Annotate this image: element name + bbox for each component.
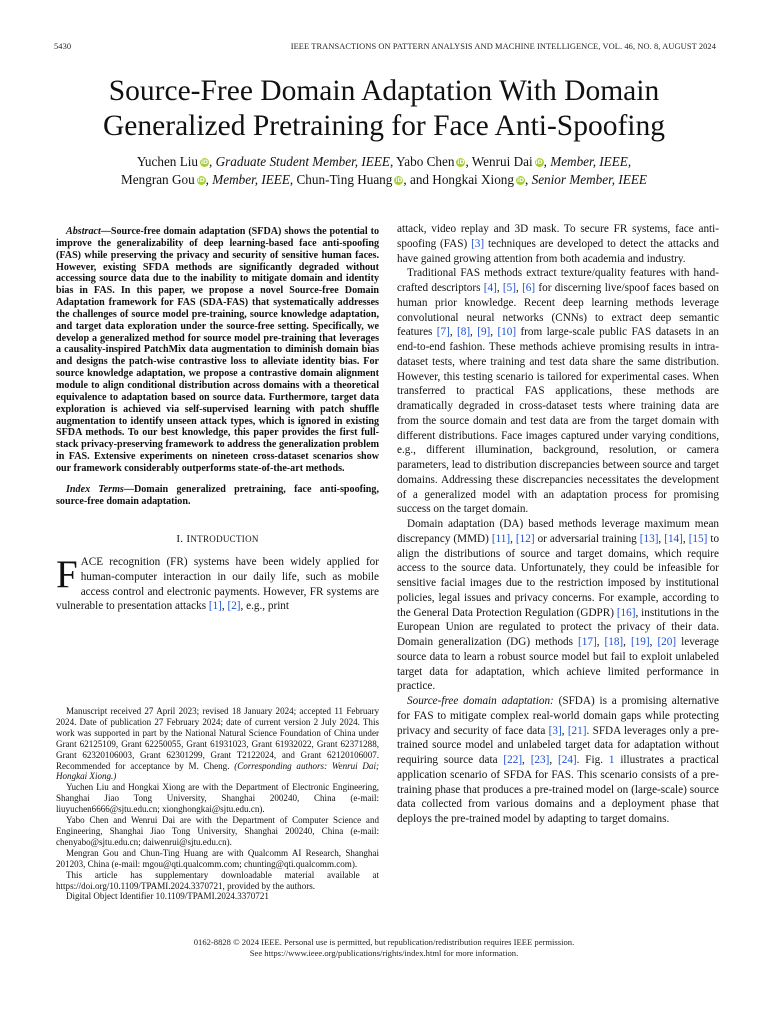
right-column xyxy=(397,222,719,827)
citation-link[interactable]: [3] xyxy=(471,237,485,250)
author-role: Member, IEEE xyxy=(550,154,628,169)
citation-link[interactable]: [1] xyxy=(208,600,222,613)
section-heading: I. INTRODUCTION xyxy=(176,533,259,546)
orcid-icon[interactable]: iD xyxy=(535,159,543,166)
citation-link[interactable]: [7] xyxy=(436,326,450,339)
drop-cap: F xyxy=(56,553,78,597)
figure-link[interactable]: 1 xyxy=(608,754,615,766)
journal-name: IEEE TRANSACTIONS ON PATTERN ANALYSIS AND MACHINE INTELLIGENCE, VOL. 46, NO. 8, AUGUST 2024 xyxy=(290,42,716,51)
citation-link[interactable]: [16] xyxy=(616,606,636,619)
paper-title xyxy=(40,74,728,144)
footnote-supplementary: This article has supplementary downloadable material available at https://doi.org/10.1109/TPAMI.2024.3370721, provided by the authors. xyxy=(56,869,379,891)
citation-link[interactable]: [17] xyxy=(578,636,597,648)
abstract-text: —Source-free domain adaptation (SFDA) shows the potential to improve the generalizability of deep learning-based face anti-spoofing (FAS) while preserving the privacy and security of sensitive human faces. However, existing SFDA methods are significantly degraded without accessing source data due to the inability to mitigate domain and identity bias in FAS. In this paper, we propose a novel Source-free Domain Adaptation framework for FAS (SDA-FAS) that systematically addresses the challenges of source model pre-training, source knowledge adaptation, and target data exploration under the source-free setting. Specifically, we develop a generalized method for source model pre-training that leverages a causality-inspired PatchMix data augmentation to diminish domain bias and designs the patch-wise contrastive loss to alleviate identity bias. For source knowledge adaptation, we propose a contrastive domain alignment module to align conditional distribution across domains with a theoretical equivalence to adaptation based on source data. Furthermore, target data exploration is achieved via self-supervised learning with patch shuffle augmentation to identify unseen attack types, which is ignored in existing SFDA methods. To our best knowledge, this paper provides the first full-stack privacy-preserving framework to address the generalization problem in FAS. Extensive experiments on nineteen cross-dataset scenarios show our framework considerably outperforms state-of-the-art methods. xyxy=(56,226,379,474)
page-number: 5430 xyxy=(54,42,72,51)
paragraph-label: Source-free domain adaptation: xyxy=(407,695,554,707)
index-terms xyxy=(56,484,379,508)
citation-link[interactable]: [5] xyxy=(502,282,516,294)
citation-link[interactable]: [15] xyxy=(688,532,708,545)
body-paragraph: Source-free domain adaptation: (SFDA) is a promising alternative for FAS to mitigate complex real-world domain gaps while protecting privacy and security of face data [3], [21]. SFDA leverages only a pre-trained source model and unlabeled target data for adaptation without requiring source data [22], [23], [24]. Fig. 1 illustrates a practical application scenario of SFDA for FAS. This scenario consists of a pre-training phase that produces a pre-trained model on (large-scale) source data collected from various domains and a deployment phase that deploys the pre-trained model by adapting to target domains. xyxy=(397,695,720,825)
citation-link[interactable]: [10] xyxy=(497,326,517,339)
citation-link[interactable]: [21] xyxy=(567,724,587,737)
citation-link[interactable]: [8] xyxy=(457,326,471,339)
citation-link[interactable]: [18] xyxy=(604,636,624,648)
citation-link[interactable]: [20] xyxy=(657,636,677,648)
author-role: Senior Member, IEEE xyxy=(531,171,647,187)
citation-link[interactable]: [13] xyxy=(639,532,659,545)
citation-link[interactable]: [4] xyxy=(483,282,497,294)
body-paragraph: attack, video replay and 3D mask. To secure FR systems, face anti-spoofing (FAS) [3] techniques are developed to detect the attacks and have gained growing attention from both academia and industry. xyxy=(397,223,719,265)
orcid-icon[interactable]: iD xyxy=(516,176,525,184)
author-name: and Hongkai Xiong xyxy=(409,171,514,187)
citation-link[interactable]: [22] xyxy=(503,754,523,766)
footnote-manuscript: Manuscript received 27 April 2023; revised 18 January 2024; accepted 11 February 2024. Date of publication 27 February 2024; date of current version 2 July 2024. This work was supported in part by the National Natural Science Foundation of China under Grant 62125109, Grant 62250055, Grant 61931023, Grant 61932022, Grant 62371288, Grant 62320106003, Grant 62301299, Grant T2122024, and Grant 62120106007. Recommended for acceptance by M. Cheng. (Corresponding authors: Wenrui Dai; Hongkai Xiong.) xyxy=(56,706,379,782)
footnotes xyxy=(56,706,379,902)
orcid-icon[interactable]: iD xyxy=(457,159,465,166)
citation-link[interactable]: [3] xyxy=(548,724,562,737)
citation-link[interactable]: [24] xyxy=(558,754,577,766)
author-name: Chun-Ting Huang xyxy=(296,171,393,187)
body-paragraph: Traditional FAS methods extract texture/quality features with hand-crafted descriptors [4], [5], [6] for discerning live/spoof faces based on human prior knowledge. Recent deep learning methods leverage convolutional neural networks (CNNs) to extract deep semantic features [7], [8], [9], [10] from large-scale public FAS datasets in an end-to-end fashion. These methods achieve promising results in intra-dataset tests, where training and test data share the same distribution. However, this testing scenario is tailored for experimental cases. When transferred to practical FAS applications, these methods are dramatically degraded in cross-dataset tests where training data are from the source domain and test data are from the target domain with different distributions. Face images captured under varying conditions, e.g., different illumination, background, resolution, or camera parameters, lead to distribution discrepancies between source and target domains. Addressing these discrepancies necessitates the development of a generalized model with an adaptation process for promising success on the target domain. xyxy=(397,267,720,516)
copyright-line: 0162-8828 © 2024 IEEE. Personal use is permitted, but republication/redistribution requires IEEE permission. xyxy=(193,937,575,947)
index-terms-label: Index Terms xyxy=(66,483,124,495)
title-line-2: Generalized Pretraining for Face Anti-Spoofing xyxy=(103,110,665,142)
author-line-1: Yuchen Liu iD, Graduate Student Member, IEEE, Yabo Chen iD, Wenrui Dai iD, Member, IEEE, xyxy=(136,154,632,169)
left-column xyxy=(56,226,379,614)
rights-link-line: See https://www.ieee.org/publications/rights/index.html for more information. xyxy=(249,948,519,959)
footnote-affiliation: Yuchen Liu and Hongkai Xiong are with the Department of Electronic Engineering, Shanghai Jiao Tong University, Shanghai 200240, China (e-mail: liuyuchen6666@sjtu.edu.cn; xionghongkai@sjtu.edu.cn). xyxy=(56,782,379,815)
abstract-label: Abstract xyxy=(66,226,101,237)
abstract xyxy=(56,226,379,475)
citation-link[interactable]: [11] xyxy=(491,532,511,545)
author-list xyxy=(40,153,728,188)
index-terms-text: —Domain generalized pretraining, face anti-spoofing, source-free domain adaptation. xyxy=(56,483,379,507)
author-name: Yuchen Liu xyxy=(136,154,199,169)
author-role: Member, IEEE xyxy=(212,171,290,187)
citation-link[interactable]: [23] xyxy=(530,754,550,766)
citation-link[interactable]: [2] xyxy=(227,600,241,613)
orcid-icon[interactable]: iD xyxy=(197,176,205,184)
author-role: Graduate Student Member, IEEE xyxy=(215,154,390,169)
citation-link[interactable]: [19] xyxy=(630,636,650,648)
author-name: Yabo Chen xyxy=(396,154,455,169)
author-name: Wenrui Dai xyxy=(471,154,533,169)
citation-link[interactable]: [9] xyxy=(477,326,491,339)
citation-link[interactable]: [6] xyxy=(522,282,536,294)
author-line-2: Mengran Gou iD, Member, IEEE, Chun-Ting Huang iD, and Hongkai Xiong iD, Senior Member, IEEE xyxy=(121,171,647,187)
title-line-1: Source-Free Domain Adaptation With Domain xyxy=(108,75,660,107)
intro-paragraph: FACE recognition (FR) systems have been widely applied for human-computer interaction in our daily life, such as mobile access control and electronic payments. However, FR systems are vulnerable to presentation attacks [1], [2], e.g., print xyxy=(56,553,379,613)
footnote-affiliation: Yabo Chen and Wenrui Dai are with the Department of Computer Science and Engineering, Shanghai Jiao Tong University, Shanghai 200240, China (e-mail: chenyabo@sjtu.edu.cn; daiwenrui@sjtu.edu.cn). xyxy=(56,815,379,847)
orcid-icon[interactable]: iD xyxy=(395,176,403,184)
footnote-affiliation: Mengran Gou and Chun-Ting Huang are with Qualcomm AI Research, Shanghai 201203, China (e-mail: mgou@qti.qualcomm.com; chunting@qti.qualcomm.com). xyxy=(56,847,379,869)
citation-link[interactable]: [12] xyxy=(515,532,535,545)
author-name: Mengran Gou xyxy=(121,171,195,187)
orcid-icon[interactable]: iD xyxy=(200,159,209,166)
footnote-doi: Digital Object Identifier 10.1109/TPAMI.2024.3370721 xyxy=(66,891,269,902)
citation-link[interactable]: [14] xyxy=(664,532,683,545)
copyright-footer xyxy=(48,937,720,959)
body-paragraph: Domain adaptation (DA) based methods leverage maximum mean discrepancy (MMD) [11], [12] or adversarial training [13], [14], [15] to align the distributions of source and target domains, which require access to the source data. Unfortunately, they could be infeasible for sensitive facial images due to the restriction imposed by institutional policies, legal issues and privacy concerns. For example, according to the General Data Protection Regulation (GDPR) [16], institutions in the European Union are regulated to protect the privacy of their data. Domain generalization (DG) methods [17], [18], [19], [20] leverage source data to learn a robust source model but fail to exploit unlabeled target data for adaptation, which achieve limited performance in practice. xyxy=(397,518,720,693)
